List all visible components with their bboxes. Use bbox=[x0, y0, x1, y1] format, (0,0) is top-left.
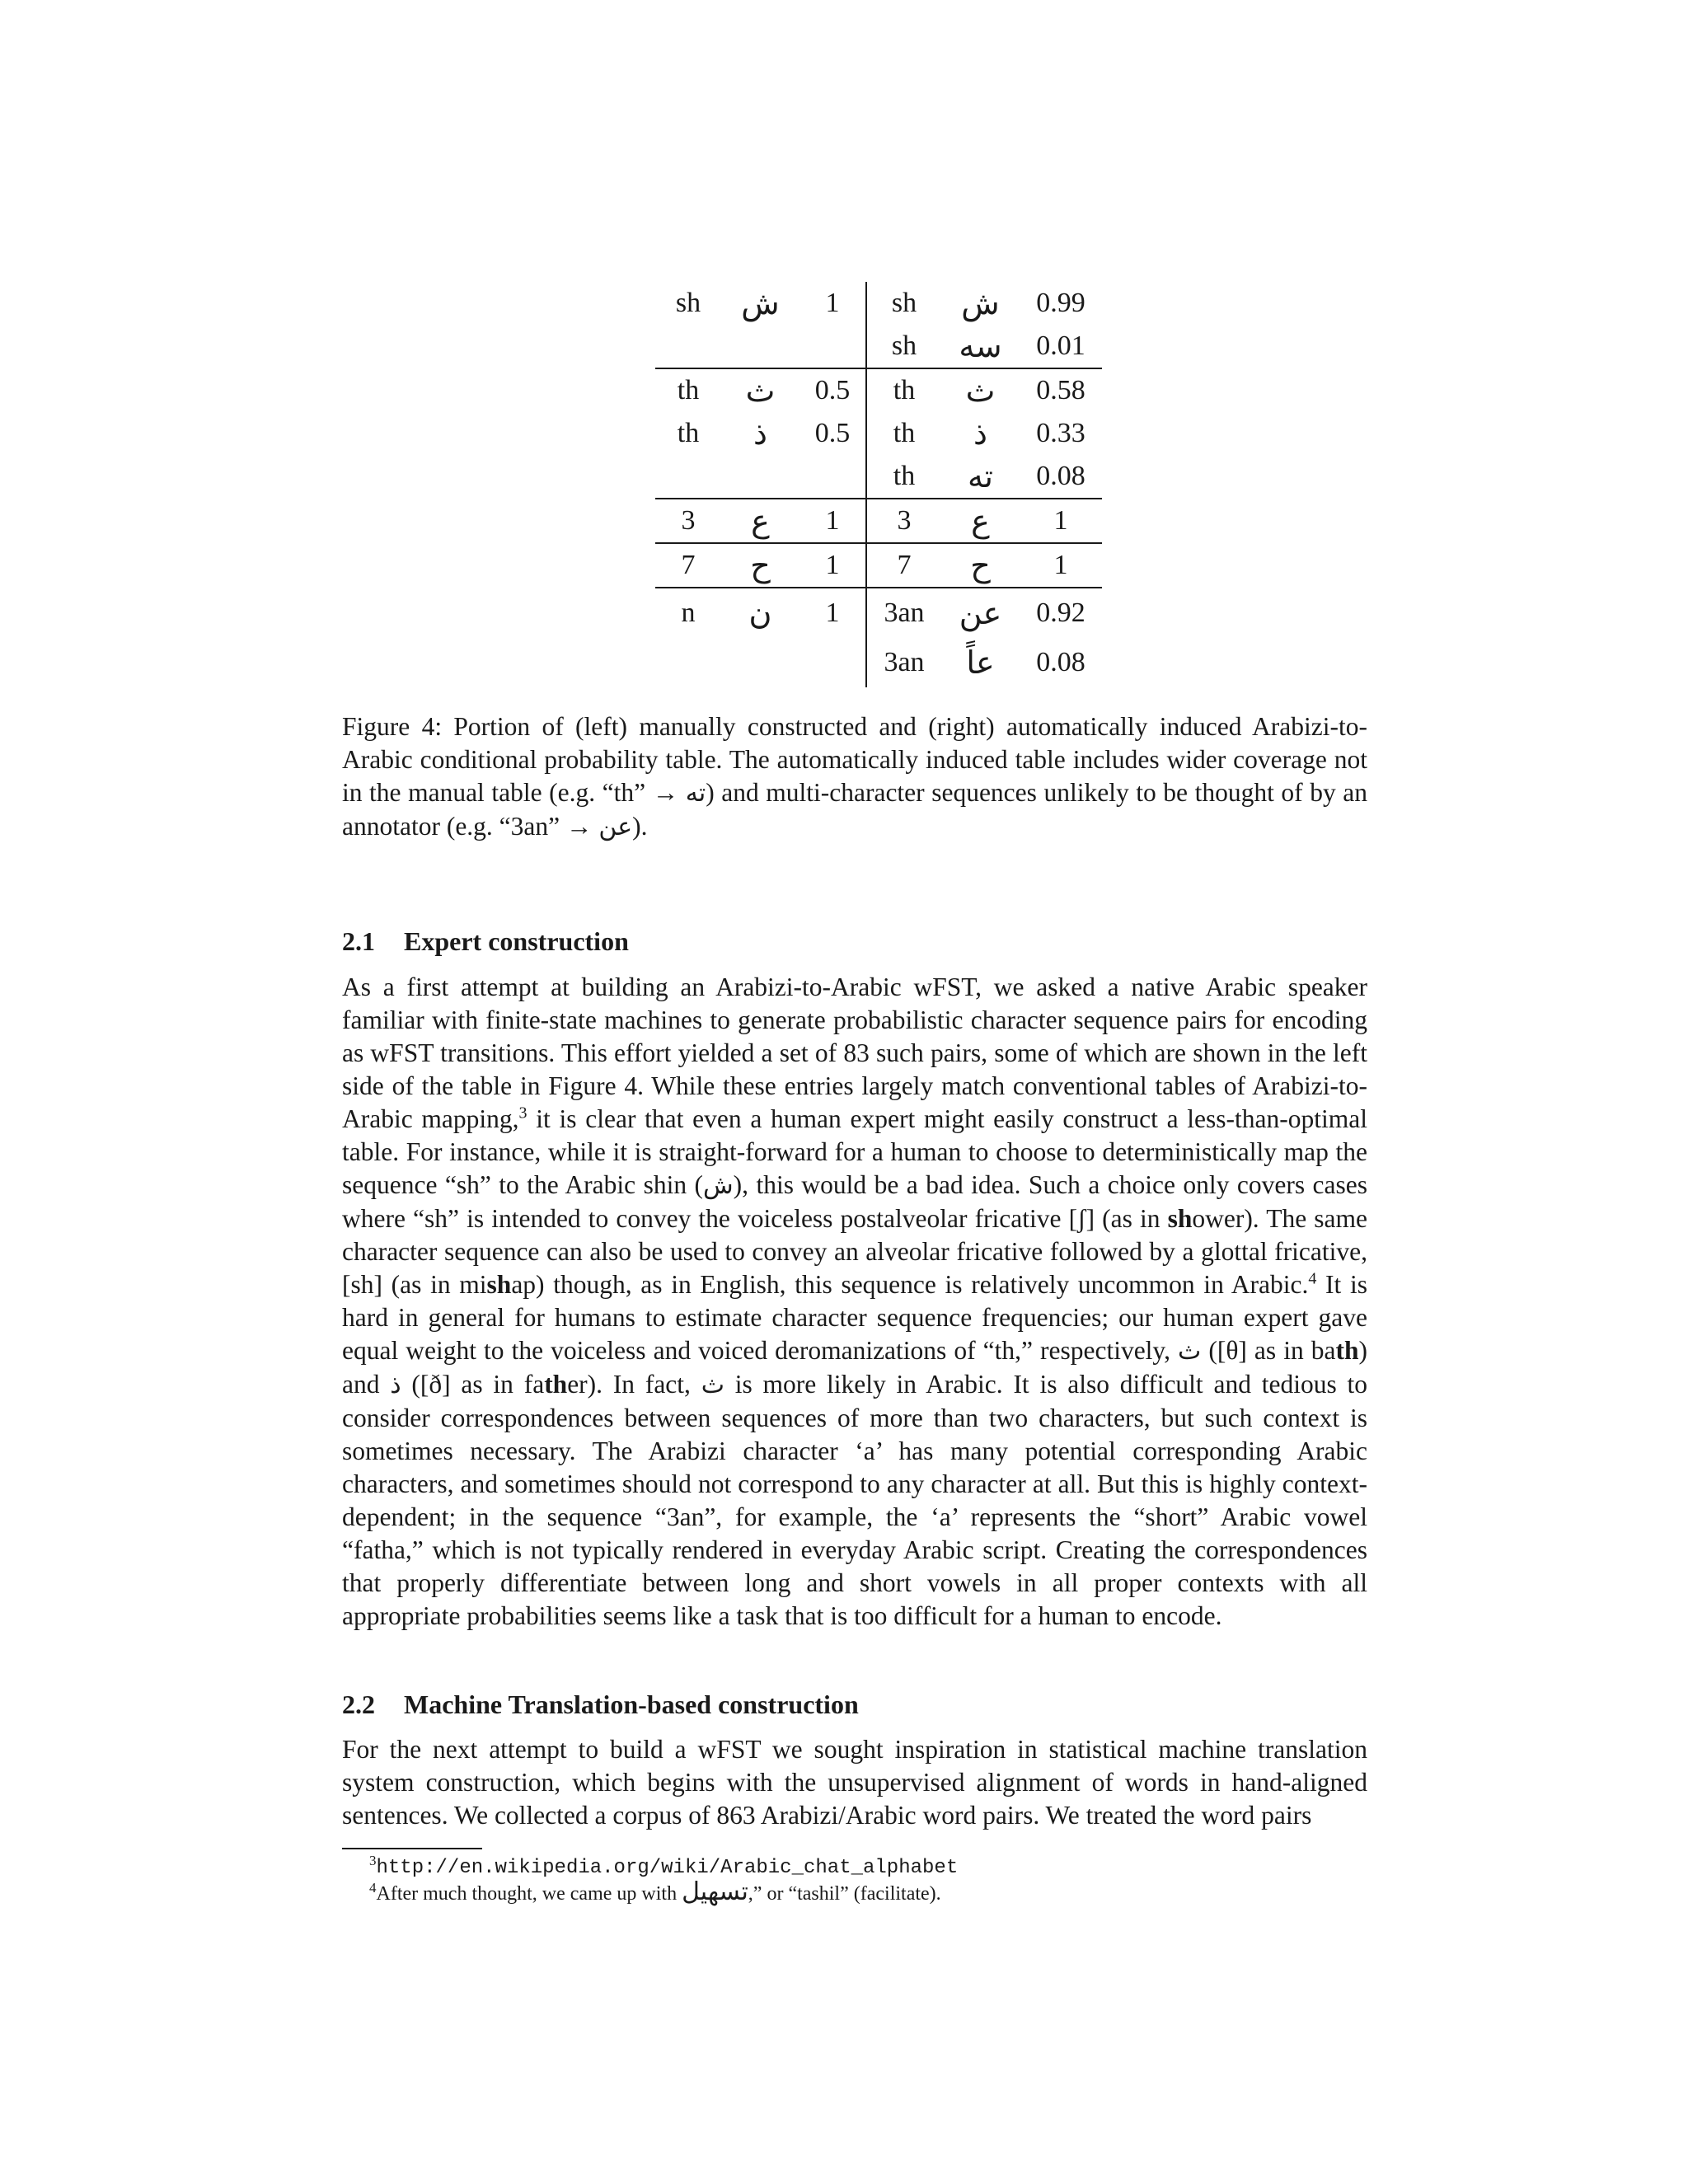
right-latin-cell: 3an bbox=[866, 588, 941, 638]
paragraph-text: As a first attempt at building an Arabizi-to-Arabic wFST, we asked a native Arabic speaker familiar with finite-state machines to generate probabilistic character sequence pairs for encoding as wFST transitions. This effort yielded a set of 83 such pairs, some of which are shown in the left side of the table in Figure 4. While these entries largely match conventional tables of Arabizi-to-Arabic mapping, bbox=[342, 972, 1367, 1133]
footnote-mark: 3 bbox=[369, 1853, 377, 1868]
section-heading-2-2 bbox=[342, 1690, 859, 1720]
left-latin-cell: 7 bbox=[655, 543, 721, 588]
right-arabic-cell: ع bbox=[941, 499, 1020, 543]
figure-caption bbox=[342, 710, 1367, 844]
right-arabic-cell: سه bbox=[941, 325, 1020, 368]
section-2-1-paragraph bbox=[342, 971, 1367, 1633]
table-row bbox=[655, 543, 1102, 588]
footnote-3 bbox=[369, 1854, 958, 1881]
probability-table bbox=[655, 282, 1102, 687]
right-latin-cell: th bbox=[866, 455, 941, 499]
table-row bbox=[655, 325, 1102, 368]
right-latin-cell: th bbox=[866, 368, 941, 412]
right-latin-cell: sh bbox=[866, 282, 941, 325]
footnote-mark: 4 bbox=[369, 1880, 377, 1896]
caption-arabic-teh: ته bbox=[685, 779, 706, 808]
paragraph-text: ([ð] as in fa bbox=[401, 1370, 545, 1399]
caption-arabic-ain-noon: عن bbox=[598, 813, 633, 841]
table-row bbox=[655, 412, 1102, 455]
paragraph-text: ([θ] as in ba bbox=[1201, 1336, 1336, 1365]
footnote-arabic: تسهيل bbox=[682, 1877, 748, 1906]
section-number: 2.1 bbox=[342, 926, 375, 956]
table-row bbox=[655, 368, 1102, 412]
left-latin-cell: sh bbox=[675, 288, 701, 318]
left-arabic-cell bbox=[721, 325, 799, 368]
bold-sh: sh bbox=[486, 1270, 512, 1299]
right-arabic-cell: ذ bbox=[973, 415, 987, 452]
table-row bbox=[655, 499, 1102, 543]
left-prob-cell: 1 bbox=[825, 598, 840, 628]
left-arabic-cell: ش bbox=[741, 285, 780, 321]
footnote-ref-3[interactable]: 3 bbox=[518, 1104, 528, 1122]
section-heading-2-1 bbox=[342, 926, 629, 957]
arabic-tha: ث bbox=[701, 1371, 724, 1399]
left-prob-cell bbox=[799, 325, 866, 368]
left-arabic-cell: ن bbox=[748, 595, 772, 631]
right-prob-cell: 0.92 bbox=[1036, 598, 1085, 628]
paragraph-text: it is clear that even a human expert might easily construct a less-than-optimal table. For instance, while it is straight-forward for a human to choose to deterministically map the sequence “sh” to the Arabic shin ( bbox=[342, 1104, 1367, 1199]
right-prob-cell: 0.33 bbox=[1036, 418, 1085, 448]
left-prob-cell bbox=[799, 455, 866, 499]
footnote-text: ,” or “tashil” (facilitate). bbox=[748, 1883, 941, 1905]
bold-th: th bbox=[544, 1370, 568, 1399]
left-prob-cell bbox=[799, 638, 866, 687]
arabic-tha: ث bbox=[1178, 1337, 1202, 1366]
section-title: Machine Translation-based construction bbox=[404, 1690, 859, 1719]
left-arabic-cell bbox=[721, 638, 799, 687]
table-row bbox=[655, 282, 1102, 325]
paragraph-text: er). In fact, bbox=[567, 1370, 701, 1399]
left-latin-cell bbox=[655, 638, 721, 687]
caption-text: Figure 4: Portion of (left) manually constructed and (right) automatically induced Arabizi-to-Arabic conditional probability table. The automatically induced table includes wider coverage not in the manual table (e.g. “th” → bbox=[342, 712, 1367, 807]
left-arabic-cell: ذ bbox=[753, 415, 767, 452]
right-latin-cell: th bbox=[866, 412, 941, 455]
right-prob-cell: 0.99 bbox=[1036, 288, 1085, 318]
paragraph-text: ower). The same character sequence can also be used to convey an alveolar fricative followed by a glottal fricative, [sh] (as in mi bbox=[342, 1204, 1367, 1299]
left-arabic-cell: ح bbox=[721, 543, 799, 588]
caption-text: ) and multi-character sequences unlikely to be thought of by an annotator (e.g. “3an” → bbox=[342, 778, 1367, 841]
right-prob-cell: 0.08 bbox=[1036, 647, 1085, 677]
left-latin-cell bbox=[655, 325, 721, 368]
right-latin-cell: 3an bbox=[866, 638, 941, 687]
right-arabic-cell: عن bbox=[959, 595, 1002, 631]
section-number: 2.2 bbox=[342, 1690, 375, 1719]
right-arabic-cell: ح bbox=[941, 543, 1020, 588]
right-arabic-cell: ش bbox=[961, 285, 1000, 321]
caption-text: ). bbox=[632, 812, 648, 841]
left-arabic-cell: ع bbox=[721, 499, 799, 543]
right-latin-cell: sh bbox=[866, 325, 941, 368]
paragraph-text: ), this would be a bad idea. Such a choice only covers cases where “sh” is intended to convey the voiceless postalveolar fricative [ʃ] (as in bbox=[342, 1170, 1367, 1233]
right-arabic-cell: عاً bbox=[966, 644, 995, 681]
left-latin-cell bbox=[655, 455, 721, 499]
footnote-4 bbox=[369, 1877, 941, 1906]
left-prob-cell: 1 bbox=[799, 499, 866, 543]
right-latin-cell: 7 bbox=[866, 543, 941, 588]
right-arabic-cell: ته bbox=[941, 455, 1020, 499]
left-prob-cell: 0.5 bbox=[814, 418, 851, 448]
right-prob-cell: 1 bbox=[1020, 543, 1102, 588]
table-row bbox=[655, 588, 1102, 638]
left-latin-cell: 3 bbox=[655, 499, 721, 543]
right-prob-cell: 1 bbox=[1020, 499, 1102, 543]
right-latin-cell: 3 bbox=[866, 499, 941, 543]
left-latin-cell: n bbox=[681, 598, 696, 628]
left-arabic-cell: ث bbox=[745, 373, 776, 409]
paragraph-text: ) and bbox=[342, 1336, 1368, 1399]
bold-sh: sh bbox=[1167, 1204, 1193, 1233]
paragraph-text: It is hard in general for humans to estimate character sequence frequencies; our human expert gave equal weight to the voiceless and voiced deromanizations of “th,” respectively, bbox=[342, 1270, 1367, 1365]
paragraph-text: is more likely in Arabic. It is also difficult and tedious to consider correspondences between sequences of more than two characters, but such context is sometimes necessary. The Arabizi character ‘a’ has many potential corresponding Arabic characters, and sometimes should not correspond to any character at all. But this is highly context-dependent; in the sequence “3an”, for example, the ‘a’ represents the “short” Arabic vowel “fatha,” which is not typically rendered in everyday Arabic script. Creating the correspondences that properly differentiate between long and short vowels in all proper contexts with all appropriate probabilities seems like a task that is too difficult for a human to encode. bbox=[342, 1370, 1367, 1630]
arabic-shin: ش bbox=[703, 1171, 734, 1200]
left-prob-cell: 1 bbox=[825, 288, 840, 318]
right-arabic-cell: ث bbox=[965, 373, 996, 409]
footnote-url-link[interactable]: http://en.wikipedia.org/wiki/Arabic_chat_alphabet bbox=[376, 1857, 959, 1879]
left-latin-cell: th bbox=[677, 418, 700, 448]
footnote-text: After much thought, we came up with bbox=[376, 1883, 682, 1905]
table-row bbox=[655, 455, 1102, 499]
section-2-2-paragraph: For the next attempt to build a wFST we sought inspiration in statistical machine translation system construction, which begins with the unsupervised alignment of words in hand-aligned sentences. We collected a corpus of 863 Arabizi/Arabic word pairs. We treated the word pairs bbox=[342, 1735, 1367, 1830]
right-prob-cell: 0.08 bbox=[1020, 455, 1102, 499]
bold-th: th bbox=[1335, 1336, 1359, 1365]
right-prob-cell: 0.58 bbox=[1036, 375, 1085, 405]
left-arabic-cell bbox=[721, 455, 799, 499]
footnote-divider bbox=[342, 1848, 482, 1849]
footnote-ref-4[interactable]: 4 bbox=[1308, 1269, 1317, 1288]
left-prob-cell: 1 bbox=[799, 543, 866, 588]
left-latin-cell: th bbox=[677, 375, 700, 405]
table-row bbox=[655, 638, 1102, 687]
arabic-dhal: ذ bbox=[390, 1371, 401, 1399]
paragraph-text: ap) though, as in English, this sequence is relatively uncommon in Arabic. bbox=[511, 1270, 1309, 1299]
right-prob-cell: 0.01 bbox=[1020, 325, 1102, 368]
left-prob-cell: 0.5 bbox=[814, 375, 851, 405]
section-title: Expert construction bbox=[404, 926, 629, 956]
